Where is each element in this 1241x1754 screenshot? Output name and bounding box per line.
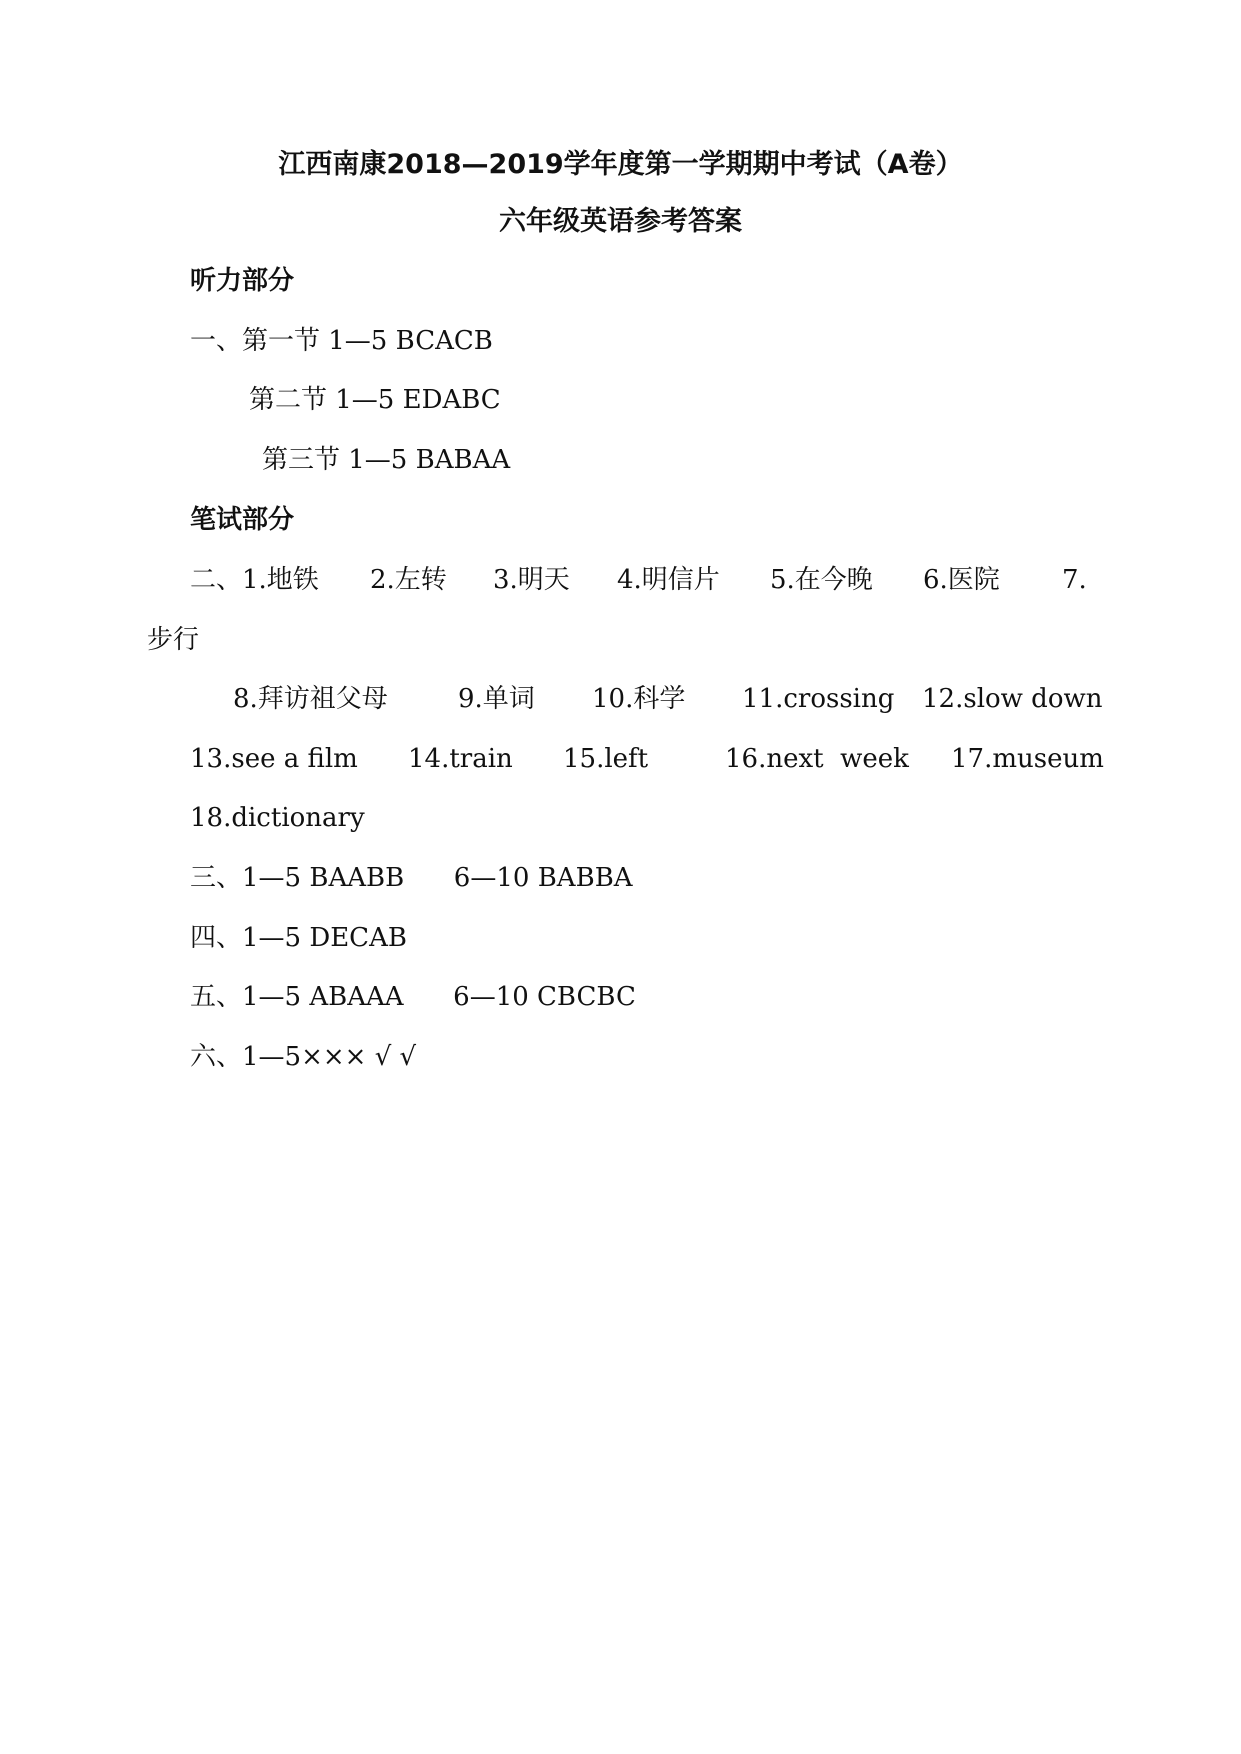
part-two-item: 8.拜访祖父母 [233,684,388,714]
part-two-item: 4.明信片 [617,565,720,595]
listening-section-two: 第二节 1—5 EDABC [249,385,501,415]
part-two-item: 9.单词 [458,684,535,714]
listening-heading: 听力部分 [190,266,295,296]
written-heading: 笔试部分 [190,505,295,535]
part-two-item: 11.crossing [742,684,895,714]
part-two-item: 5.在今晚 [770,565,873,595]
part-two-item: 13.see a film [190,744,358,774]
part-two-item: 15.left [563,744,649,774]
part-two-prefix: 二、 [190,565,243,595]
part-two-wrap: 步行 [147,625,200,655]
part-five-answers: 五、1—5 ABAAA 6—10 CBCBC [190,982,636,1012]
part-two-item: 2.左转 [370,565,447,595]
part-two-item: 1.地铁 [242,565,319,595]
part-four-answers: 四、1—5 DECAB [190,923,407,953]
part-two-item: 3.明天 [493,565,570,595]
part-two-item: 14.train [408,744,513,774]
part-six-answers: 六、1—5××× √ √ [190,1042,417,1072]
part-three-answers: 三、1—5 BAABB 6—10 BABBA [190,863,633,893]
document-title: 江西南康2018—2019学年度第一学期期中考试（A卷） [278,149,963,180]
part-two-item: 16.next week [725,744,909,774]
listening-section-three: 第三节 1—5 BABAA [262,445,511,475]
listening-section-one: 一、第一节 1—5 BCACB [190,326,493,356]
part-two-item: 18.dictionary [190,803,365,833]
part-two-item: 10.科学 [592,684,686,714]
part-two-item: 17.museum [951,744,1104,774]
part-two-item: 7. [1062,565,1087,595]
document-subtitle: 六年级英语参考答案 [499,206,742,237]
part-two-item: 6.医院 [923,565,1000,595]
part-two-item: 12.slow down [922,684,1103,714]
